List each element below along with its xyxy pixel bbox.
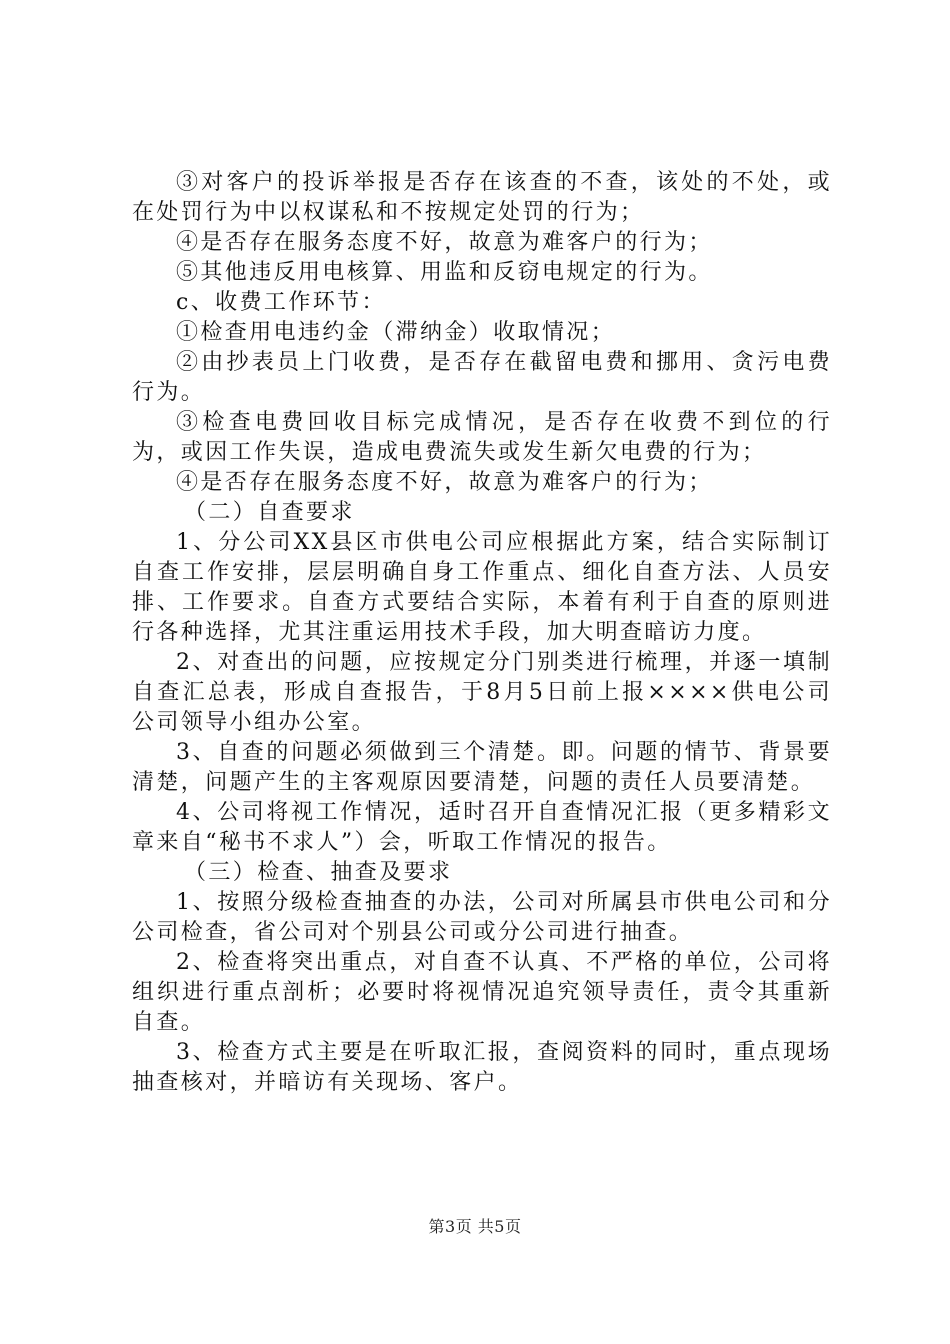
page-number-footer: 第3页 共5页 — [428, 1217, 522, 1236]
paragraph-item-3-complaints: ③对客户的投诉举报是否存在该查的不查，该处的不处，或在处罚行为中以权谋私和不按规定处罚的行为； — [132, 170, 832, 225]
section-heading-self-check-requirements: （二）自查要求 — [184, 500, 355, 525]
paragraph-fee-item-1: ①检查用电违约金（滞纳金）收取情况； — [176, 320, 616, 345]
paragraph-fee-item-3: ③检查电费回收目标完成情况，是否存在收费不到位的行为，或因工作失误，造成电费流失或发生新欠电费的行为； — [132, 410, 832, 465]
paragraph-requirement-4: 4、公司将视工作情况，适时召开自查情况汇报（更多精彩文章来自“秘书不求人”）会，听取工作情况的报告。 — [132, 800, 832, 855]
paragraph-requirement-2: 2、对查出的问题，应按规定分门别类进行梳理，并逐一填制自查汇总表，形成自查报告，于8月5日前上报××××供电公司公司领导小组办公室。 — [132, 650, 832, 735]
paragraph-fee-item-2: ②由抄表员上门收费，是否存在截留电费和挪用、贪污电费行为。 — [132, 350, 832, 405]
paragraph-inspection-3: 3、检查方式主要是在听取汇报，查阅资料的同时，重点现场抽查核对，并暗访有关现场、客户。 — [132, 1040, 832, 1095]
paragraph-requirement-1: 1、分公司XX县区市供电公司应根据此方案，结合实际制订自查工作安排，层层明确自身工作重点、细化自查方法、人员安排、工作要求。自查方式要结合实际，本着有利于自查的原则进行各种选择，尤其注重运用技术手段，加大明查暗访力度。 — [132, 530, 832, 645]
paragraph-heading-c-fee-collection: c、收费工作环节： — [176, 290, 386, 315]
paragraph-fee-item-4: ④是否存在服务态度不好，故意为难客户的行为； — [176, 470, 713, 495]
paragraph-inspection-1: 1、按照分级检查抽查的办法，公司对所属县市供电公司和分公司检查，省公司对个别县公司或分公司进行抽查。 — [132, 890, 832, 945]
document-body — [132, 168, 832, 1098]
paragraph-requirement-3: 3、自查的问题必须做到三个清楚。即。问题的情节、背景要清楚，问题产生的主客观原因要清楚，问题的责任人员要清楚。 — [132, 740, 832, 795]
paragraph-inspection-2: 2、检查将突出重点，对自查不认真、不严格的单位，公司将组织进行重点剖析；必要时将视情况追究领导责任，责令其重新自查。 — [132, 950, 832, 1035]
paragraph-item-4-service-attitude: ④是否存在服务态度不好，故意为难客户的行为； — [176, 230, 713, 255]
section-heading-inspection: （三）检查、抽查及要求 — [184, 860, 453, 885]
paragraph-item-5-other-violations: ⑤其他违反用电核算、用监和反窃电规定的行为。 — [176, 260, 713, 285]
